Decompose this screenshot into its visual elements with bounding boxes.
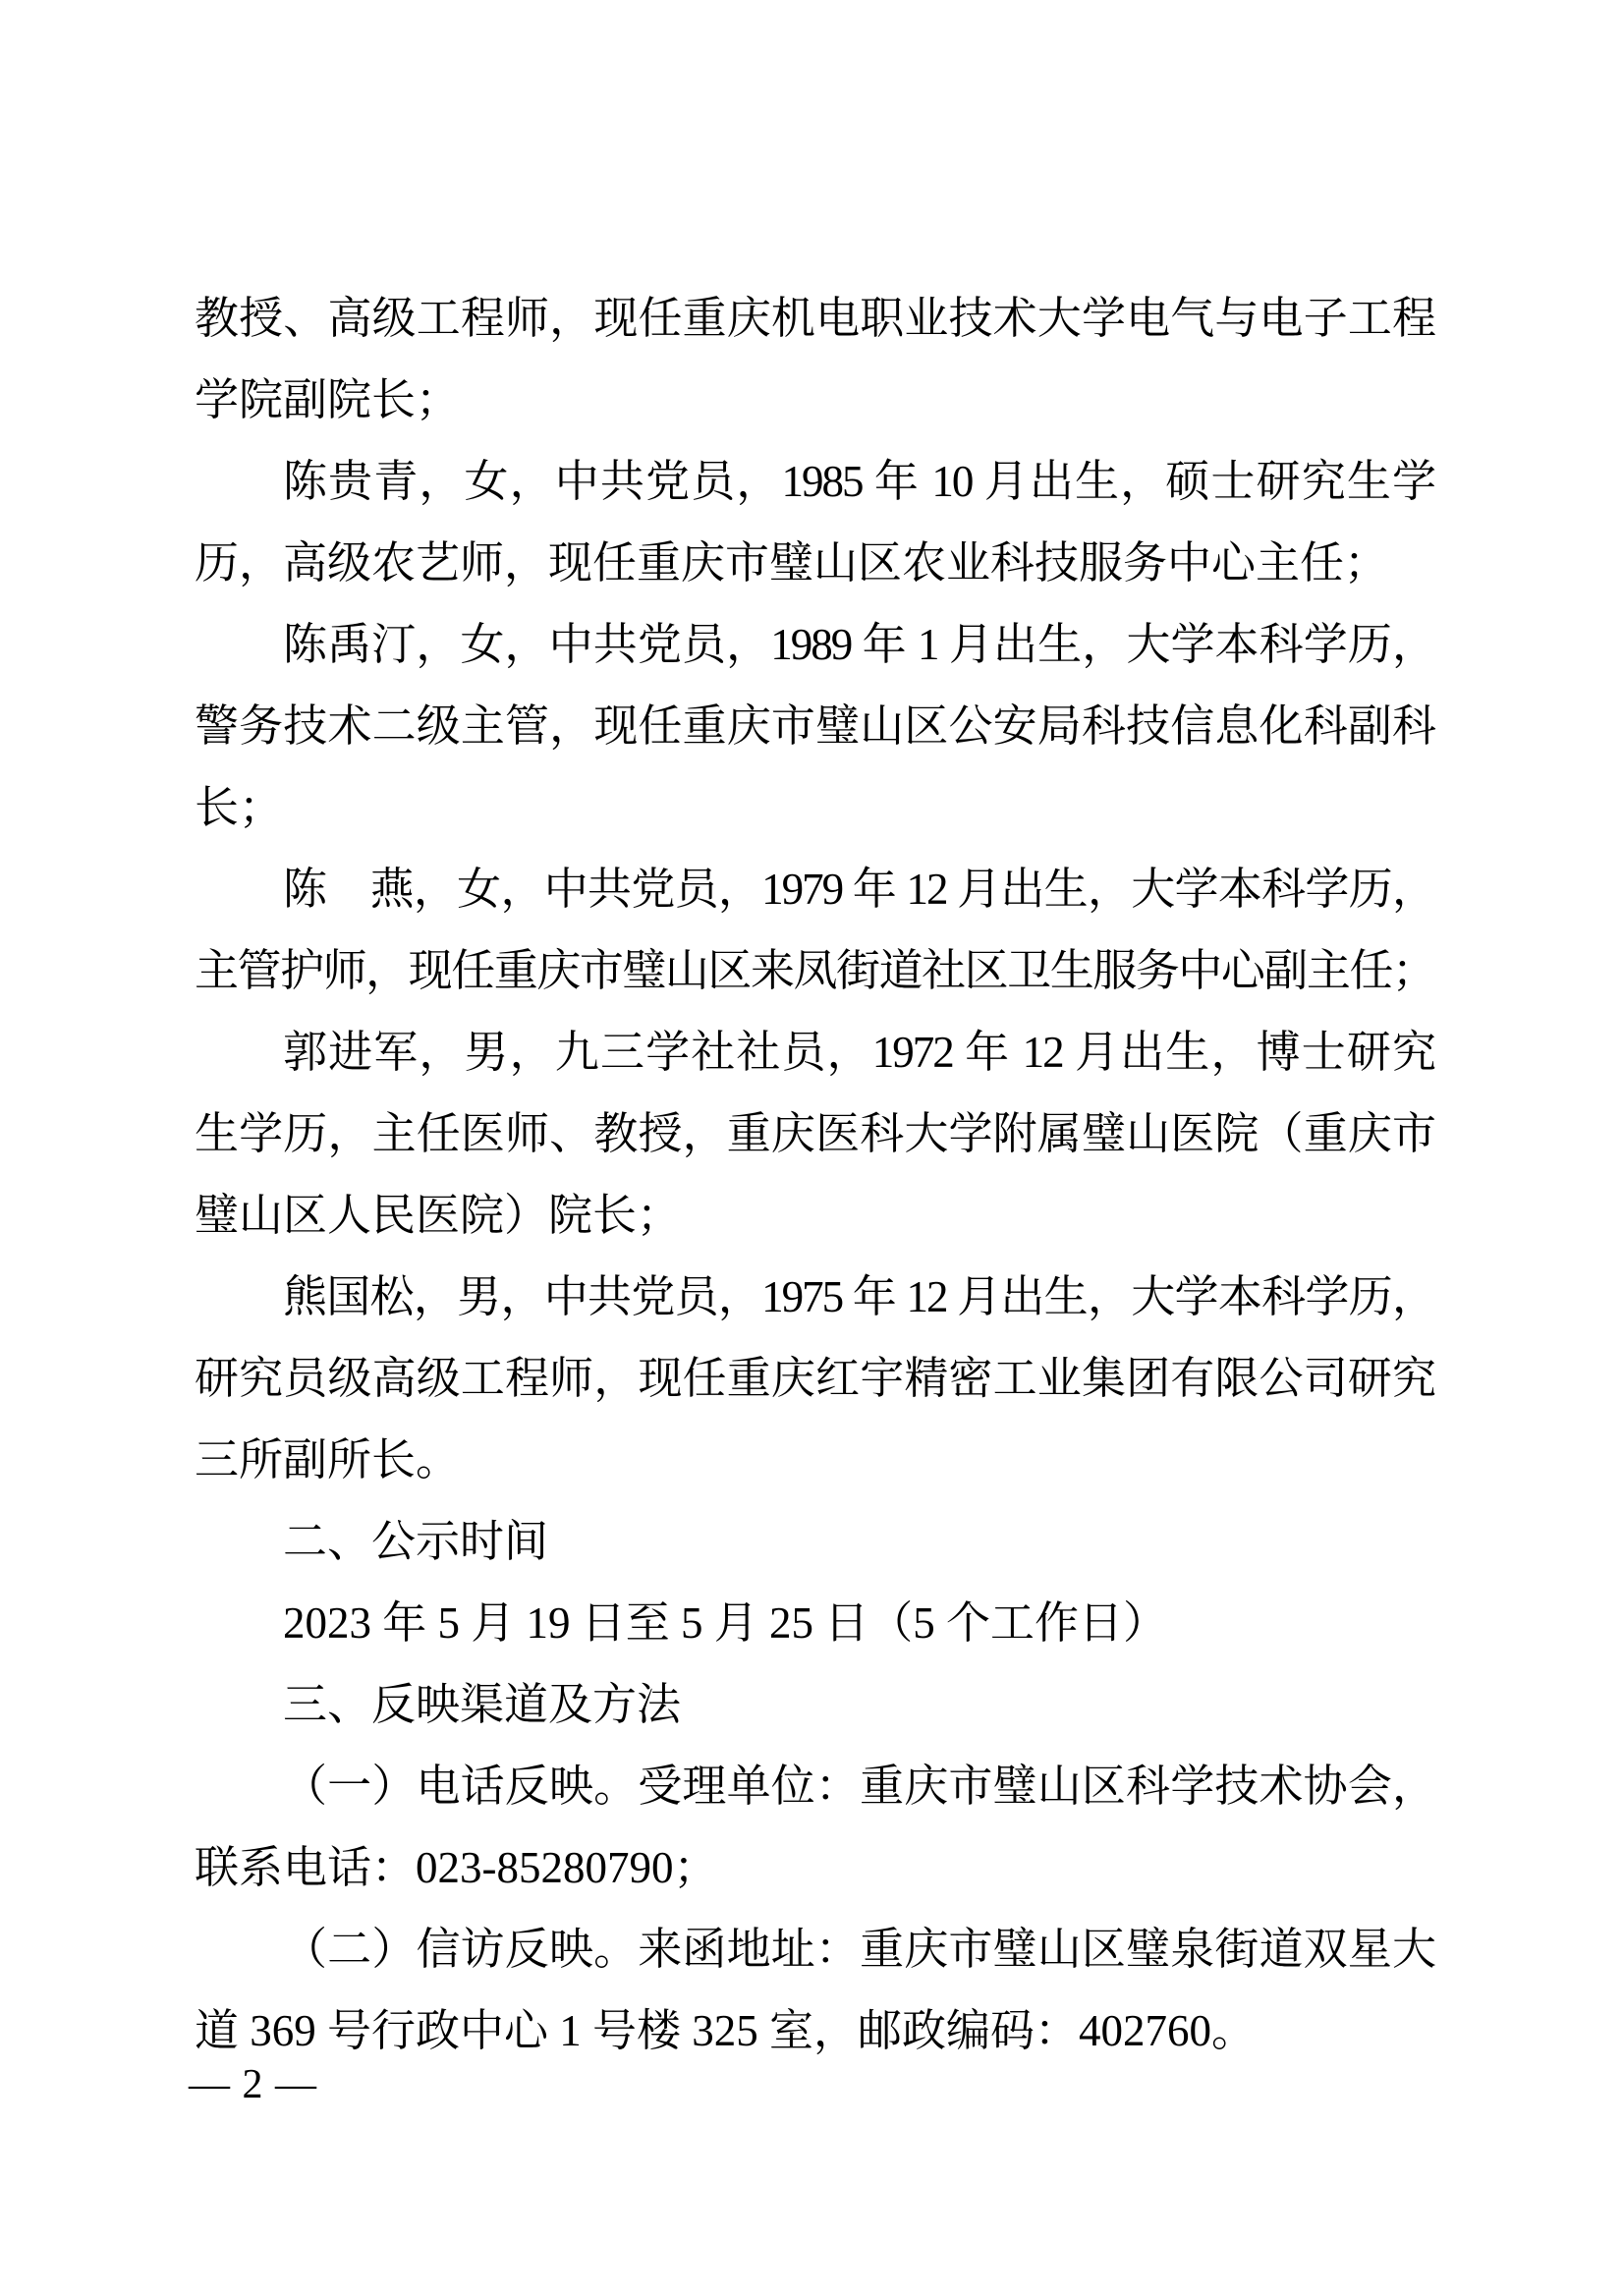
text-line: 道 369 号行政中心 1 号楼 325 室，邮政编码：402760。: [195, 2006, 1257, 2055]
text-line: 联系电话：023-85280790；: [195, 1843, 718, 1892]
text-line: 2023 年 5 月 19 日至 5 月 25 日（5 个工作日）: [283, 1598, 1168, 1648]
text-line: 三、反映渠道及方法: [283, 1680, 682, 1729]
text-line: 主管护师，现任重庆市璧山区来凤街道社区卫生服务中心副主任；: [195, 946, 1434, 995]
text-line: 生学历，主任医师、教授，重庆医科大学附属璧山医院（重庆市: [195, 1109, 1434, 1158]
text-line: 研究员级高级工程师，现任重庆红宇精密工业集团有限公司研究: [195, 1354, 1434, 1403]
text-line: （二）信访反映。来函地址：重庆市璧山区璧泉街道双星大: [283, 1925, 1434, 1974]
page-number: — 2 —: [189, 2062, 317, 2107]
text-line: 熊国松，男，中共党员，1975 年 12 月出生，大学本科学历，: [283, 1272, 1434, 1321]
text-line: 璧山区人民医院）院长；: [195, 1191, 682, 1240]
text-line: 警务技术二级主管，现任重庆市璧山区公安局科技信息化科副科: [195, 701, 1434, 751]
text-line: 陈贵青，女，中共党员，1985 年 10 月出生，硕士研究生学: [283, 457, 1434, 506]
text-line: 学院副院长；: [195, 375, 461, 424]
text-line: 教授、高级工程师，现任重庆机电职业技术大学电气与电子工程: [195, 294, 1434, 343]
text-line: 郭进军，男，九三学社社员，1972 年 12 月出生，博士研究: [283, 1028, 1434, 1077]
text-line: 陈 燕，女，中共党员，1979 年 12 月出生，大学本科学历，: [283, 865, 1434, 914]
text-line: 二、公示时间: [283, 1517, 549, 1566]
document-body: [195, 278, 1434, 2072]
text-line: 历，高级农艺师，现任重庆市璧山区农业科技服务中心主任；: [195, 538, 1389, 588]
text-line: （一）电话反映。受理单位：重庆市璧山区科学技术协会，: [283, 1762, 1434, 1811]
text-line: 三所副所长。: [195, 1435, 461, 1484]
text-line: 陈禹汀，女，中共党员，1989 年 1 月出生，大学本科学历，: [283, 620, 1434, 669]
text-line: 长；: [195, 783, 284, 832]
